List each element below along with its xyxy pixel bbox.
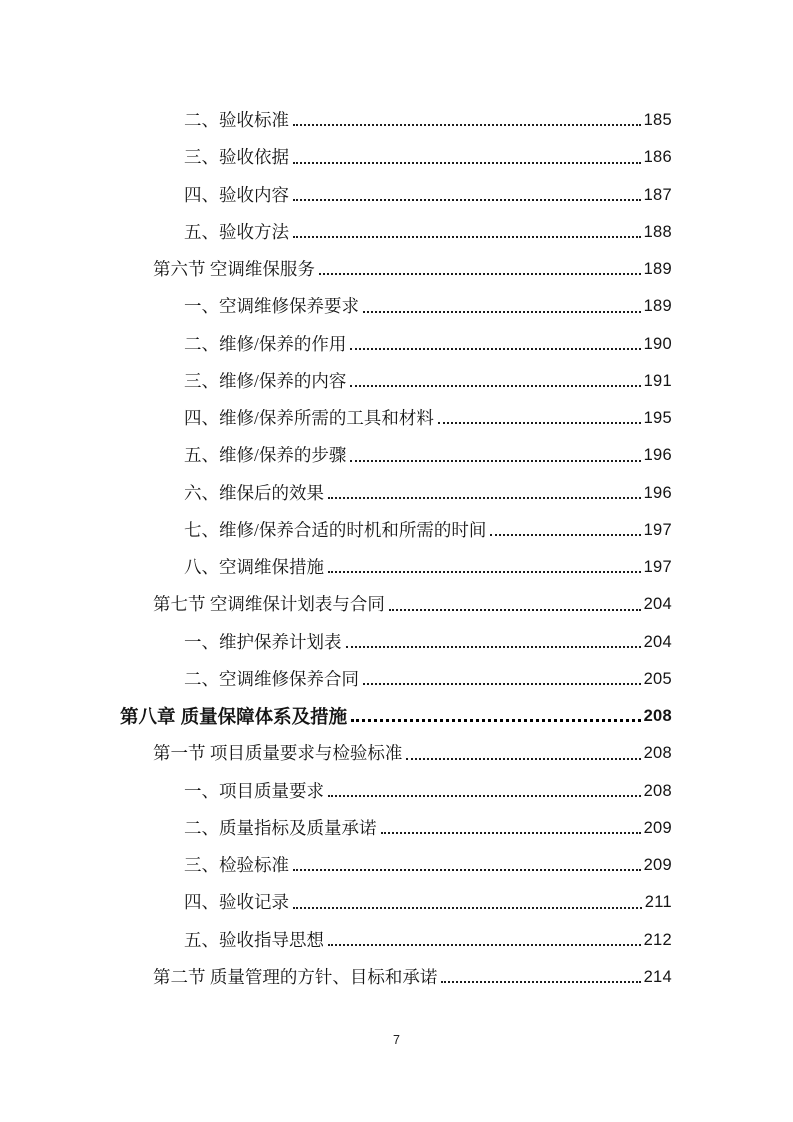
toc-entry[interactable] [120, 661, 672, 698]
toc-entry-label: 三、维修/保养的内容 [184, 370, 347, 391]
dot-leader [381, 832, 641, 834]
toc-entry-page-number: 209 [643, 856, 672, 874]
toc-list [120, 102, 672, 996]
toc-entry[interactable] [120, 549, 672, 586]
toc-entry-page-number: 196 [643, 483, 672, 502]
toc-entry-label: 第七节 空调维保计划表与合同 [153, 594, 385, 615]
dot-leader [293, 162, 641, 164]
toc-entry-label: 第一节 项目质量要求与检验标准 [153, 743, 403, 764]
toc-entry[interactable] [120, 922, 672, 959]
toc-entry[interactable] [120, 735, 672, 772]
toc-entry-label: 四、维修/保养所需的工具和材料 [184, 408, 434, 428]
footer-page-number: 7 [393, 1033, 400, 1047]
toc-entry-label: 四、验收内容 [184, 184, 289, 205]
dot-leader [363, 311, 641, 313]
toc-entry-page-number: 211 [644, 893, 672, 912]
toc-entry-page-number: 212 [643, 930, 672, 949]
toc-entry[interactable] [120, 139, 672, 176]
dot-leader [293, 199, 641, 201]
toc-entry[interactable] [120, 102, 672, 139]
toc-entry-page-number: 208 [643, 781, 672, 800]
toc-entry-label: 二、验收标准 [184, 110, 289, 130]
dot-leader [490, 534, 640, 536]
toc-entry[interactable] [120, 177, 672, 214]
toc-entry-label: 二、空调维修保养合同 [184, 668, 359, 689]
dot-leader [350, 385, 640, 387]
toc-entry[interactable] [120, 400, 672, 437]
toc-entry-page-number: 197 [643, 558, 672, 576]
toc-entry-page-number: 185 [643, 111, 672, 129]
toc-entry-label: 一、空调维修保养要求 [184, 296, 359, 317]
toc-entry-label: 八、空调维保措施 [184, 557, 324, 577]
toc-entry[interactable] [120, 698, 672, 735]
toc-entry-label: 一、维护保养计划表 [184, 631, 342, 652]
toc-entry[interactable] [120, 586, 672, 623]
toc-entry-label: 二、维修/保养的作用 [184, 333, 347, 354]
dot-leader [293, 124, 641, 126]
toc-entry[interactable] [120, 512, 672, 549]
toc-entry[interactable] [120, 288, 672, 325]
toc-entry-page-number: 204 [643, 595, 672, 614]
toc-entry-page-number: 196 [643, 446, 672, 465]
toc-entry-page-number: 188 [643, 222, 672, 241]
toc-entry[interactable] [120, 437, 672, 474]
toc-entry-label: 七、维修/保养合适的时机和所需的时间 [184, 519, 487, 540]
toc-entry[interactable] [120, 363, 672, 400]
toc-entry-page-number: 189 [643, 260, 672, 278]
toc-entry[interactable] [120, 810, 672, 847]
dot-leader [293, 869, 641, 871]
toc-entry-label: 第二节 质量管理的方针、目标和承诺 [153, 966, 438, 987]
toc-entry-page-number: 187 [643, 185, 672, 204]
dot-leader [293, 907, 642, 909]
toc-entry-label: 五、验收方法 [184, 221, 289, 242]
toc-entry[interactable] [120, 884, 672, 921]
dot-leader [319, 273, 641, 275]
dot-leader [346, 646, 641, 648]
toc-entry[interactable] [120, 773, 672, 810]
toc-entry-page-number: 195 [643, 409, 672, 427]
page-number-footer [0, 1033, 793, 1047]
toc-entry-page-number: 214 [643, 967, 672, 986]
toc-entry-page-number: 197 [643, 520, 672, 539]
toc-entry[interactable] [120, 847, 672, 884]
toc-entry-label: 三、检验标准 [184, 855, 289, 875]
toc-entry-page-number: 190 [643, 334, 672, 353]
dot-leader [328, 497, 641, 499]
toc-entry-label: 二、质量指标及质量承诺 [184, 817, 377, 838]
toc-entry-label: 五、验收指导思想 [184, 929, 324, 950]
toc-entry[interactable] [120, 624, 672, 661]
dot-leader [441, 981, 640, 983]
toc-entry-page-number: 208 [643, 744, 672, 763]
toc-entry-page-number: 205 [643, 669, 672, 688]
toc-entry-label: 四、验收记录 [184, 892, 289, 913]
toc-entry[interactable] [120, 959, 672, 996]
toc-entry[interactable] [120, 214, 672, 251]
dot-leader [350, 348, 640, 350]
toc-entry-page-number: 189 [643, 297, 672, 316]
dot-leader [328, 944, 641, 946]
dot-leader [328, 571, 641, 573]
dot-leader [351, 719, 640, 722]
dot-leader [328, 795, 641, 797]
toc-entry[interactable] [120, 475, 672, 512]
toc-entry-label: 一、项目质量要求 [184, 780, 324, 801]
dot-leader [293, 236, 641, 238]
dot-leader [406, 758, 640, 760]
dot-leader [389, 609, 641, 611]
toc-entry-label: 第六节 空调维保服务 [153, 259, 315, 279]
dot-leader [350, 460, 640, 462]
toc-entry[interactable] [120, 326, 672, 363]
dot-leader [438, 422, 641, 424]
toc-entry-label: 五、维修/保养的步骤 [184, 445, 347, 466]
toc-entry-label: 六、维保后的效果 [184, 482, 324, 503]
toc-entry-page-number: 191 [643, 371, 672, 390]
toc-entry-label: 三、验收依据 [184, 147, 289, 168]
toc-entry-page-number: 209 [643, 818, 672, 837]
toc-entry-page-number: 208 [643, 707, 672, 725]
dot-leader [363, 683, 641, 685]
toc-entry-page-number: 186 [643, 148, 672, 167]
toc-entry[interactable] [120, 251, 672, 288]
toc-entry-label: 第八章 质量保障体系及措施 [120, 706, 348, 727]
toc-entry-page-number: 204 [643, 632, 672, 651]
